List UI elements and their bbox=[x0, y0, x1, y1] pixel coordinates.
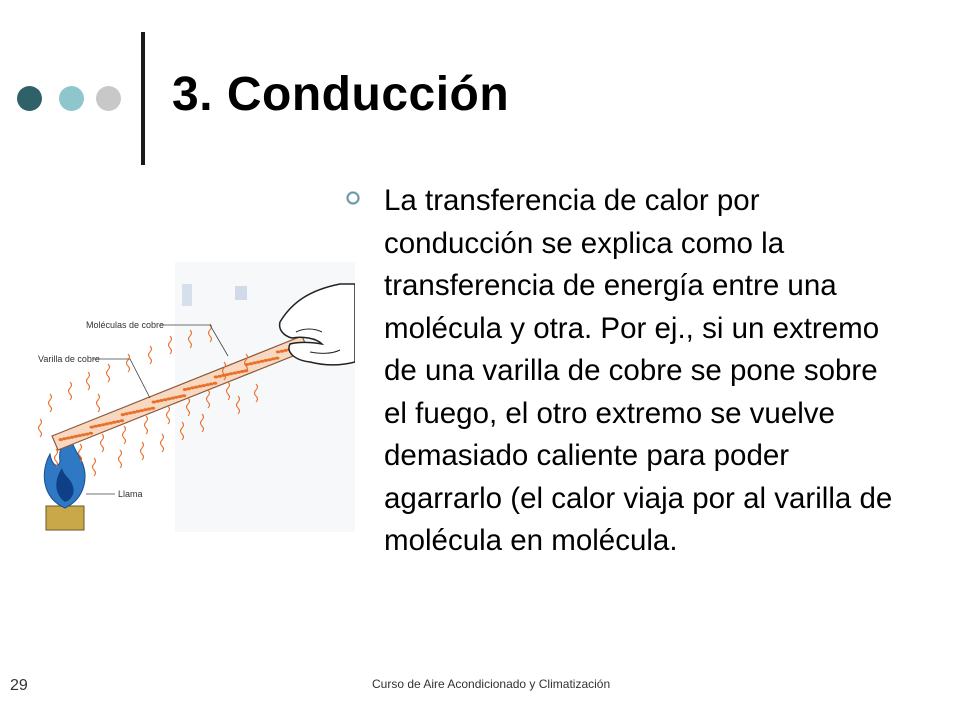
heat-wave bbox=[169, 336, 172, 354]
heat-wave bbox=[101, 434, 104, 452]
heat-wave bbox=[69, 382, 72, 400]
molecule-dot bbox=[182, 394, 187, 397]
heat-wave bbox=[107, 364, 110, 382]
label-rod: Varilla de cobre bbox=[38, 354, 100, 364]
heat-wave bbox=[127, 354, 130, 372]
page-number: 29 bbox=[10, 677, 28, 694]
burner-base bbox=[46, 506, 84, 530]
heat-wave bbox=[97, 394, 100, 412]
slide-title: 3. Conducción bbox=[172, 68, 510, 121]
heat-wave bbox=[93, 458, 96, 476]
heat-wave bbox=[39, 419, 42, 437]
heat-wave bbox=[161, 434, 164, 452]
heat-wave bbox=[141, 442, 144, 460]
bg-shape bbox=[182, 284, 192, 306]
conduction-illustration bbox=[10, 262, 355, 532]
heat-wave bbox=[49, 394, 52, 412]
molecule-dot bbox=[120, 419, 125, 422]
decorative-dots bbox=[12, 86, 122, 112]
dot-light bbox=[59, 86, 84, 111]
bullet-ring-icon bbox=[345, 190, 361, 206]
heat-wave bbox=[123, 426, 126, 444]
footer-text: Curso de Aire Acondicionado y Climatización bbox=[372, 677, 611, 691]
heat-wave bbox=[145, 416, 148, 434]
title-divider bbox=[141, 32, 145, 165]
bullet-text: La transferencia de calor por conducción se explica como la transferencia de energía entre una molécula y otra. Por ej., si un extremo de una varilla de cobre se pone sobre el fuego, el otro extremo se vuelve demasiado caliente para poder agarrarlo (el calor viaja por al varilla de molécula en molécula. bbox=[384, 184, 893, 557]
heat-wave bbox=[149, 346, 152, 364]
molecule-dot bbox=[275, 357, 280, 360]
heat-wave bbox=[167, 406, 170, 424]
heat-wave bbox=[87, 372, 90, 390]
dot-gray bbox=[96, 86, 121, 111]
molecule-dot bbox=[89, 432, 94, 435]
bg-shape bbox=[235, 286, 247, 300]
dot-dark bbox=[17, 86, 42, 111]
bullet-list bbox=[345, 180, 905, 563]
label-flame: Llama bbox=[118, 489, 143, 499]
label-molecules: Moléculas de cobre bbox=[86, 320, 165, 330]
heat-wave bbox=[119, 450, 122, 468]
molecule-dot bbox=[151, 407, 156, 410]
molecule-dot bbox=[213, 382, 218, 385]
